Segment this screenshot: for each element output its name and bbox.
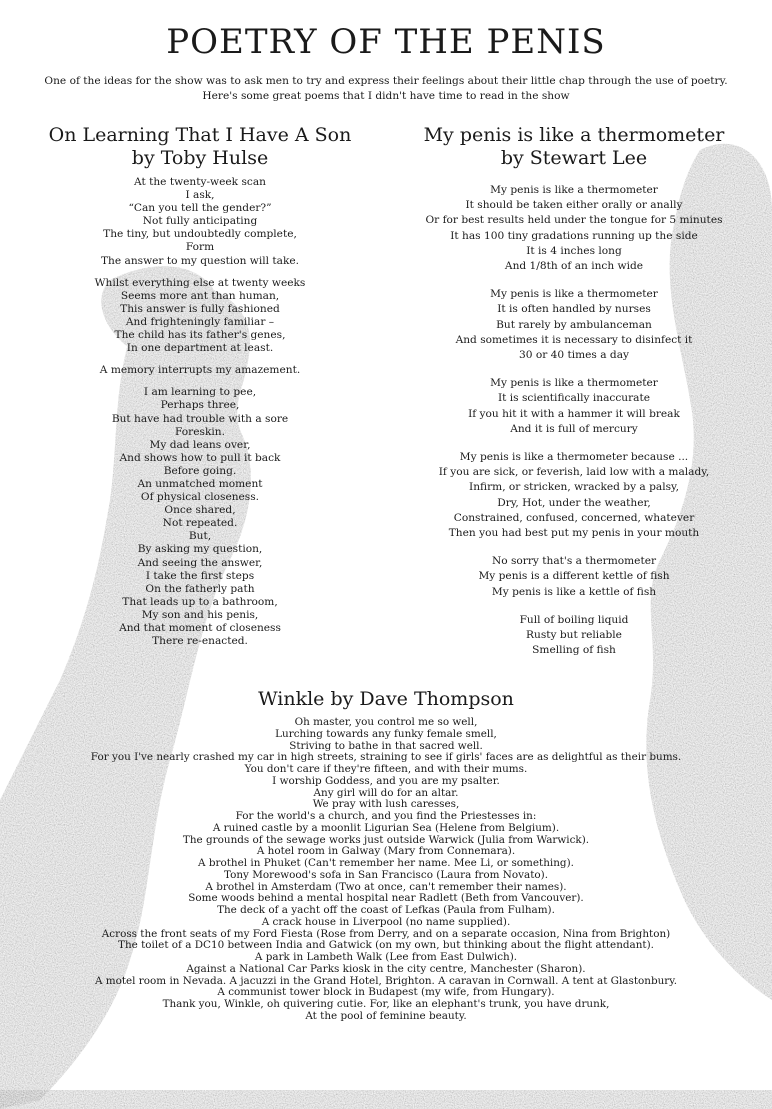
stanza bbox=[40, 717, 732, 1023]
stanza bbox=[20, 386, 380, 648]
poem-line: The deck of a yacht off the coast of Lefkas (Paula from Fulham). bbox=[217, 904, 555, 916]
poem-line: My penis is like a kettle of fish bbox=[491, 585, 657, 598]
poem-body bbox=[20, 176, 380, 648]
stanza bbox=[392, 287, 756, 363]
intro-text bbox=[20, 74, 752, 104]
poem-line: Tony Morewood's sofa in San Francisco (Laura from Novato). bbox=[223, 868, 548, 881]
poem-line: In one department at least. bbox=[126, 342, 274, 355]
poem-title bbox=[20, 124, 380, 170]
poem-line: By asking my question, bbox=[137, 543, 263, 556]
poem-line: If you hit it with a hammer it will break bbox=[468, 407, 680, 420]
poem-line: There re-enacted. bbox=[152, 635, 248, 648]
poem-line: A park in Lambeth Walk (Lee from East Dulwich). bbox=[254, 951, 518, 963]
poem-line: But rarely by ambulanceman bbox=[496, 318, 652, 331]
poem-line: Constrained, confused, concerned, whatever bbox=[453, 511, 695, 524]
poem-line: Full of boiling liquid bbox=[519, 613, 629, 626]
poem-line: My dad leans over, bbox=[149, 438, 251, 451]
poem-line: My penis is like a thermometer bbox=[490, 184, 658, 196]
poem-line: Not repeated. bbox=[162, 517, 238, 530]
stanza bbox=[20, 277, 380, 356]
stanza bbox=[20, 364, 380, 377]
poem-line: The toilet of a DC10 between India and Gatwick (on my own, but thinking about the flight attendant). bbox=[118, 939, 654, 952]
poem-line: But, bbox=[188, 530, 212, 543]
poem-line: Lurching towards any funky female smell, bbox=[275, 727, 497, 740]
poem-line: The grounds of the sewage works just outside Warwick (Julia from Warwick). bbox=[182, 833, 590, 846]
poem-line: I take the first steps bbox=[145, 569, 255, 582]
poem-line: Whilst everything else at twenty weeks bbox=[94, 276, 306, 289]
poem-line: A motel room in Nevada. A jacuzzi in the Grand Hotel, Brighton. A caravan in Cornwall. A tent at Glastonbury. bbox=[94, 974, 678, 987]
page-title: POETRY OF THE PENIS bbox=[166, 22, 606, 62]
poem-title-line: On Learning That I Have A Son bbox=[48, 124, 352, 146]
stanza bbox=[392, 554, 756, 600]
poem-title: Winkle by Dave Thompson bbox=[258, 688, 514, 710]
poem-line: But have had trouble with a sore bbox=[111, 412, 289, 425]
poem-body bbox=[40, 717, 732, 1023]
poem-line: A hotel room in Galway (Mary from Connemara). bbox=[256, 845, 516, 858]
poem-line: I worship Goddess, and you are my psalter. bbox=[272, 774, 500, 787]
poem-line: Any girl will do for an altar. bbox=[313, 786, 459, 799]
poem-line: For you I've nearly crashed my car in high streets, straining to see if girls' faces are as delightful as their bums. bbox=[90, 751, 682, 764]
poem-line: Thank you, Winkle, oh quivering cutie. For, like an elephant's trunk, you have drunk, bbox=[162, 998, 610, 1010]
poem-line: Not fully anticipating bbox=[142, 215, 258, 228]
poem-line: Oh master, you control me so well, bbox=[294, 716, 478, 728]
poem-line: Rusty but reliable bbox=[526, 629, 622, 642]
poem-line: Before going. bbox=[163, 464, 237, 477]
poem-line: We pray with lush caresses, bbox=[312, 798, 460, 811]
poem-line: That leads up to a bathroom, bbox=[122, 595, 278, 608]
poem-line: Across the front seats of my Ford Fiesta (Rose from Derry, and on a separate occasion, Nina from Brighton) bbox=[101, 927, 671, 940]
poem-line: On the fatherly path bbox=[145, 582, 255, 595]
stanza bbox=[392, 613, 756, 659]
poem-line: And shows how to pull it back bbox=[119, 451, 281, 464]
poem-line: A communist tower block in Budapest (my wife, from Hungary). bbox=[217, 986, 555, 999]
poem-on-learning-that-i-have-a-son bbox=[20, 124, 380, 657]
poem-line: Smelling of fish bbox=[532, 644, 616, 657]
poem-line: You don't care if they're fifteen, and with their mums. bbox=[244, 763, 528, 775]
poem-line: Seems more ant than human, bbox=[120, 289, 280, 302]
poem-line: My penis is like a thermometer bbox=[490, 377, 658, 390]
poem-line: A brothel in Amsterdam (Two at once, can't remember their names). bbox=[205, 880, 567, 893]
poem-line: The tiny, but undoubtedly complete, bbox=[103, 228, 297, 241]
poem-line: And sometimes it is necessary to disinfect it bbox=[455, 333, 693, 346]
poem-line: And frighteningly familiar – bbox=[125, 315, 275, 328]
poem-line: And it is full of mercury bbox=[510, 422, 638, 435]
poem-line: It is scientifically inaccurate bbox=[497, 392, 651, 405]
poem-line: I ask, bbox=[185, 189, 215, 202]
poem-winkle bbox=[40, 688, 732, 1023]
poem-line: Or for best results held under the tongue for 5 minutes bbox=[425, 214, 723, 227]
poem-line: Of physical closeness. bbox=[140, 491, 260, 504]
poem-line: A crack house in Liverpool (no name supplied). bbox=[261, 915, 511, 928]
poem-line: It is 4 inches long bbox=[526, 244, 622, 257]
poem-line: And that moment of closeness bbox=[119, 622, 281, 634]
poem-line: This answer is fully fashioned bbox=[120, 302, 280, 315]
stanza bbox=[392, 376, 756, 437]
poem-author-line: by Toby Hulse bbox=[131, 147, 269, 169]
poem-line: My penis is like a thermometer because ... bbox=[459, 451, 689, 464]
poem-title-line: My penis is like a thermometer bbox=[423, 124, 725, 146]
poem-line: Then you had best put my penis in your mouth bbox=[448, 527, 700, 540]
stanza bbox=[392, 183, 756, 274]
poem-line: Foreskin. bbox=[175, 425, 225, 438]
poem-line: It is often handled by nurses bbox=[497, 303, 651, 316]
poem-line: It has 100 tiny gradations running up the side bbox=[450, 229, 698, 242]
poem-line: Dry, Hot, under the weather, bbox=[497, 496, 651, 509]
poem-line: Perhaps three, bbox=[160, 399, 240, 412]
poem-my-penis-is-like-a-thermometer bbox=[392, 124, 756, 671]
poem-line: At the pool of feminine beauty. bbox=[305, 1009, 467, 1022]
poem-line: For the world's a church, and you find the Priestesses in: bbox=[235, 810, 537, 822]
poem-line: My penis is a different kettle of fish bbox=[478, 570, 670, 583]
poem-line: Some woods behind a mental hospital near Radlett (Beth from Vancouver). bbox=[188, 892, 584, 905]
poem-line: A brothel in Phuket (Can't remember her name. Mee Li, or something). bbox=[198, 857, 574, 869]
poem-line: 30 or 40 times a day bbox=[518, 349, 630, 362]
poem-line: Form bbox=[185, 241, 215, 254]
stanza bbox=[392, 450, 756, 541]
poem-line: And 1/8th of an inch wide bbox=[504, 260, 644, 273]
poem-line: And seeing the answer, bbox=[137, 556, 263, 569]
poem-line: A ruined castle by a moonlit Ligurian Sea (Helene from Belgium). bbox=[212, 821, 560, 834]
poem-line: A memory interrupts my amazement. bbox=[99, 364, 301, 377]
poem-line: Infirm, or stricken, wracked by a palsy, bbox=[469, 481, 679, 494]
poem-line: I am learning to pee, bbox=[143, 386, 257, 399]
poem-line: If you are sick, or feverish, laid low with a malady, bbox=[438, 466, 710, 479]
poem-line: My penis is like a thermometer bbox=[490, 288, 658, 301]
poem-line: Striving to bathe in that sacred well. bbox=[289, 739, 483, 752]
poem-line: Once shared, bbox=[164, 504, 236, 517]
poem-line: The answer to my question will take. bbox=[100, 254, 300, 267]
poem-author-line: by Stewart Lee bbox=[500, 147, 648, 169]
poem-line: Against a National Car Parks kiosk in the city centre, Manchester (Sharon). bbox=[186, 962, 586, 975]
poem-line: The child has its father's genes, bbox=[114, 329, 286, 342]
bottom-speckle bbox=[0, 1090, 772, 1109]
poem-line: An unmatched moment bbox=[137, 477, 263, 490]
poem-line: It should be taken either orally or anally bbox=[465, 199, 683, 212]
intro-line: Here's some great poems that I didn't have time to read in the show bbox=[202, 90, 570, 102]
stanza bbox=[20, 176, 380, 268]
poem-line: My son and his penis, bbox=[141, 608, 259, 621]
intro-line: One of the ideas for the show was to ask men to try and express their feelings about their little chap through the use of poetry. bbox=[44, 75, 728, 87]
poem-body bbox=[392, 183, 756, 658]
poem-line: No sorry that's a thermometer bbox=[491, 555, 657, 568]
poem-title bbox=[392, 124, 756, 170]
poem-line: At the twenty-week scan bbox=[134, 176, 266, 188]
poem-line: “Can you tell the gender?” bbox=[128, 202, 272, 215]
